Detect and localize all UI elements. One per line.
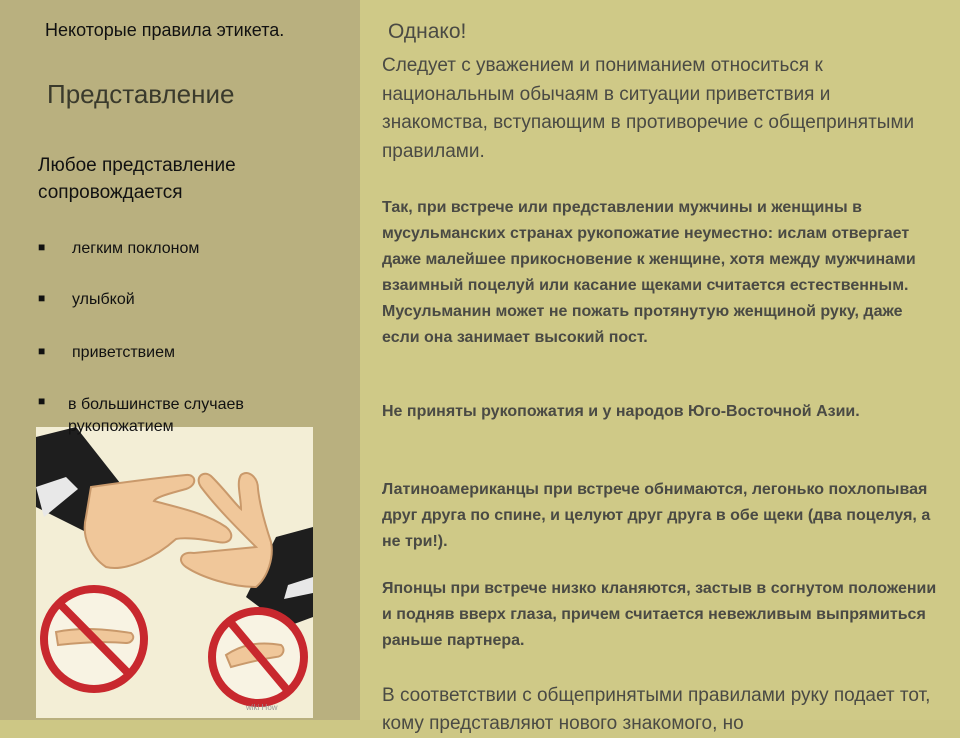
bullet-square-icon: ■ [38,240,46,254]
bullet-square-icon: ■ [38,344,46,358]
paragraph-asia: Не приняты рукопожатия и у народов Юго-Восточной Азии. [382,403,860,420]
right-title: Однако! [388,20,467,43]
bullet-square-icon: ■ [38,291,46,305]
handshake-illustration [36,427,313,718]
paragraph-muslim: Так, при встрече или представлении мужчины и женщины в мусульманских странах рукопожатие неуместно: ислам отвергает даже малейшее прикосновение к женщине, хотя между мужчинами взаимный поцелуй или касание щеками считается естественным. Мусульманин может не пожать протянутую женщиной руку, даже если она занимает высокий пост. [382,199,916,346]
paragraph-japan: Японцы при встрече низко кланяются, застыв в согнутом положении и подняв вверх глаза, причем считается невежливым выпрямиться раньше партнера. [382,580,937,649]
right-lead: Следует с уважением и пониманием относиться к национальным обычаям в ситуации приветствия и знакомства, вступающим в противоречие с общепринятыми правилами. [382,55,915,162]
intro-text: Любое представление сопровождается [38,155,236,203]
no-sign-icon [44,589,144,689]
section-heading: Представление [47,79,235,109]
bullet-square-icon: ■ [38,394,46,408]
paragraph-rule: В соответствии с общепринятыми правилами руку подает тот, кому представляют нового знакомого, но [382,685,931,734]
picture-credit: wiki How [246,703,278,712]
paragraph-latin: Латиноамериканцы при встрече обнимаются, легонько похлопывая друг друга по спине, и целуют друг друга в обе щеки (два поцелуя, а не три!). [382,481,931,550]
no-sign-icon [212,611,304,703]
slide-topic: Некоторые правила этикета. [45,20,285,40]
